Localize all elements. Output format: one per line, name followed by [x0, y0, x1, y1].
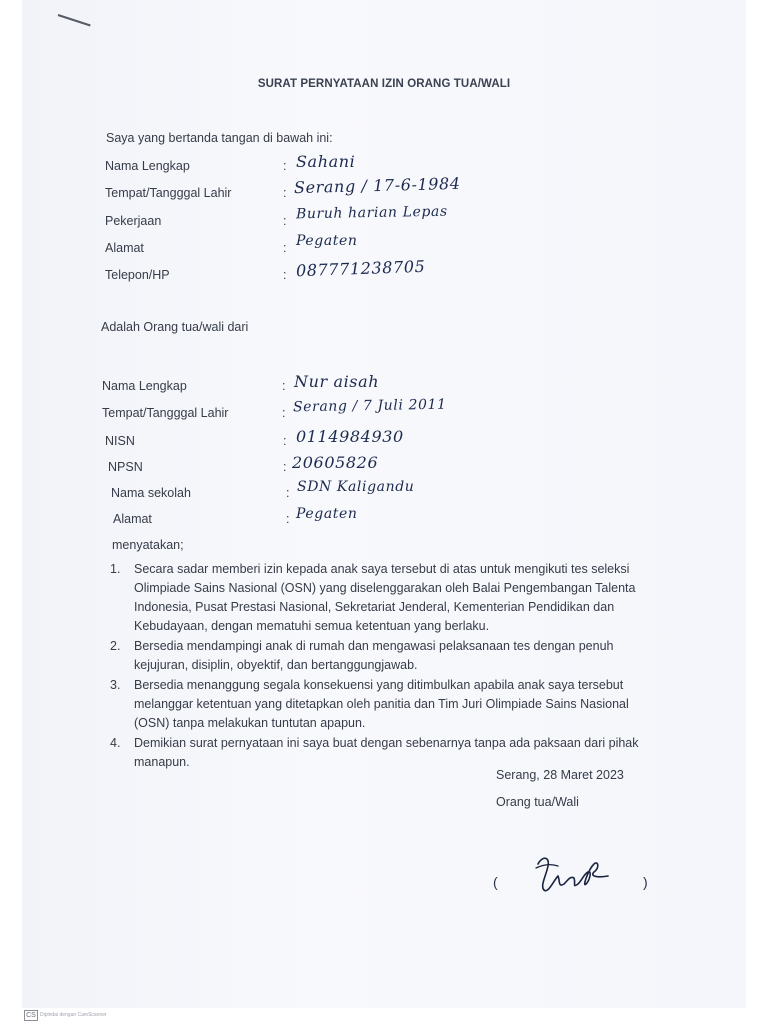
- child-npsn-label: NPSN: [108, 460, 143, 474]
- child-school-value: SDN Kaligandu: [297, 479, 415, 495]
- statement-item: 2. Bersedia mendampingi anak di rumah dan mengawasi pelaksanaan tes dengan penuh kejujuran, disiplin, obyektif, dan bertanggungjawab.: [110, 639, 614, 672]
- camscanner-icon: CS: [24, 1010, 38, 1021]
- parent-address-value: Pegaten: [296, 233, 358, 249]
- parent-address-label: Alamat: [105, 241, 144, 255]
- signature-paren-close: ): [643, 874, 648, 890]
- signer-role: Orang tua/Wali: [496, 795, 579, 809]
- child-nisn-label: NISN: [105, 434, 135, 448]
- parent-birth-label: Tempat/Tangggal Lahir: [105, 186, 232, 200]
- scan-border: [0, 0, 22, 1024]
- child-name-value: Nur aisah: [294, 372, 380, 391]
- parent-phone-value: 087771238705: [295, 256, 426, 281]
- child-name-label: Nama Lengkap: [102, 379, 187, 393]
- parent-job-label: Pekerjaan: [105, 214, 162, 228]
- child-address-label: Alamat: [113, 512, 152, 526]
- signature-paren-open: (: [493, 874, 498, 890]
- child-nisn-value: 0114984930: [296, 427, 404, 446]
- child-birth-label: Tempat/Tangggal Lahir: [102, 406, 229, 420]
- parent-name-label: Nama Lengkap: [105, 159, 190, 173]
- parent-name-value: Sahani: [296, 152, 356, 171]
- document-page: [22, 0, 746, 1008]
- place-date: Serang, 28 Maret 2023: [496, 768, 624, 782]
- parent-phone-label: Telepon/HP: [105, 268, 170, 282]
- child-intro-text: Adalah Orang tua/wali dari: [101, 320, 249, 334]
- document-title: SURAT PERNYATAAN IZIN ORANG TUA/WALI: [257, 78, 511, 90]
- child-address-value: Pegaten: [296, 506, 358, 522]
- parent-birth-value: Serang / 17-6-1984: [293, 173, 461, 198]
- statement-item: 4. Demikian surat pernyataan ini saya buat dengan sebenarnya tanpa ada paksaan dari pihak manapun.: [110, 736, 639, 769]
- child-npsn-value: 20605826: [292, 453, 379, 472]
- signature-image: [528, 850, 618, 900]
- child-school-label: Nama sekolah: [111, 486, 191, 500]
- statement-item: 3. Bersedia menanggung segala konsekuensi yang ditimbulkan apabila anak saya tersebut melanggar ketentuan yang ditetapkan oleh panitia dan Tim Juri Olimpiade Sains Nasional (OSN) tanpa melakukan tuntutan apapun.: [110, 678, 629, 730]
- child-birth-value: Serang / 7 Juli 2011: [292, 396, 447, 416]
- parent-job-value: Buruh harian Lepas: [295, 203, 448, 223]
- statement-item: 1. Secara sadar memberi izin kepada anak saya tersebut di atas untuk mengikuti tes seleksi Olimpiade Sains Nasional (OSN) yang diselenggarakan oleh Balai Pengembangan Talenta Indonesia, Pusat Prestasi Nasional, Sekretariat Jenderal, Kementerian Pendidikan dan Kebudayaan, dengan mematuhi semua ketentuan yang berlaku.: [110, 562, 636, 633]
- declares-text: menyatakan;: [112, 538, 184, 552]
- intro-text: Saya yang bertanda tangan di bawah ini:: [106, 131, 333, 145]
- scanner-text: Dipindai dengan CamScanner: [40, 1012, 107, 1018]
- statement-list: [110, 560, 660, 773]
